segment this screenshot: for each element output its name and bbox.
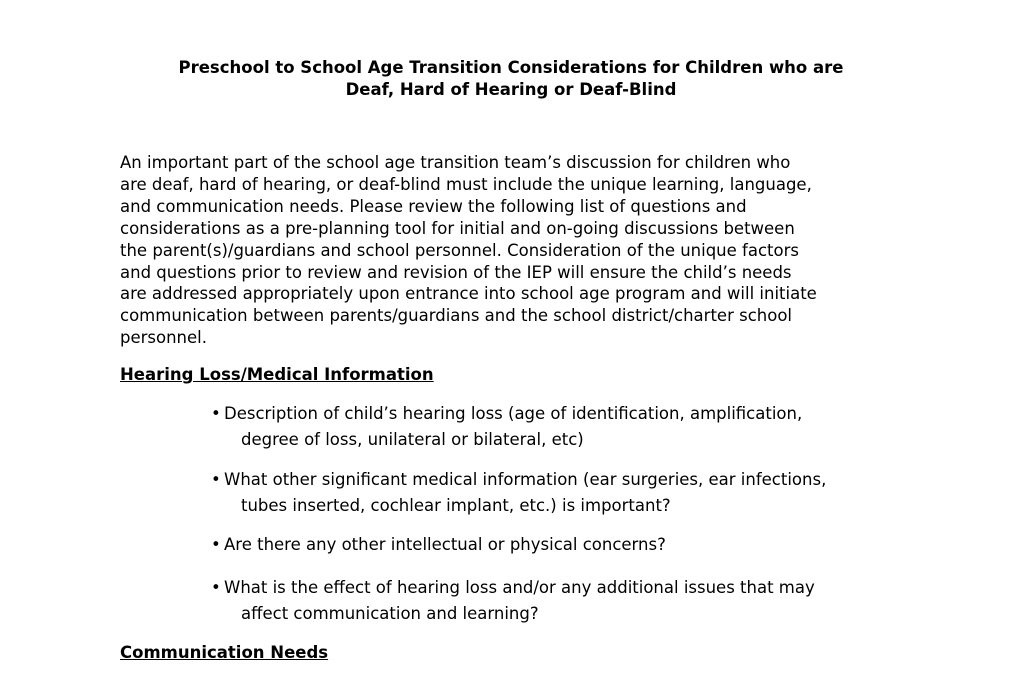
intro-line: personnel. <box>120 328 207 348</box>
bullet-text-continued: degree of loss, unilateral or bilateral, etc) <box>241 430 584 449</box>
intro-line: and questions prior to review and revision of the IEP will ensure the child’s needs <box>120 262 792 282</box>
bullet-item <box>211 532 931 558</box>
intro-line: considerations as a pre-planning tool for initial and on-going discussions between <box>120 218 795 238</box>
bullet-icon: • <box>211 578 221 597</box>
bullet-icon: • <box>211 470 221 489</box>
bullet-icon: • <box>211 535 221 554</box>
bullet-text-continued: tubes inserted, cochlear implant, etc.) is important? <box>241 496 671 515</box>
bullet-text: What is the effect of hearing loss and/or any additional issues that may <box>224 578 815 597</box>
bullet-text-continued: affect communication and learning? <box>241 604 539 623</box>
intro-line: An important part of the school age transition team’s discussion for children who <box>120 153 791 172</box>
intro-line: and communication needs. Please review the following list of questions and <box>120 196 747 216</box>
intro-line: communication between parents/guardians and the school district/charter school <box>120 306 793 326</box>
intro-line: are deaf, hard of hearing, or deaf-blind must include the unique learning, language, <box>120 174 812 194</box>
section-heading-communication-needs: Communication Needs <box>120 643 329 662</box>
document-title <box>0 57 1022 101</box>
section-heading-hearing-loss: Hearing Loss/Medical Information <box>120 365 434 384</box>
bullet-text: What other significant medical information (ear surgeries, ear infections, <box>224 470 827 489</box>
intro-line: the parent(s)/guardians and school personnel. Consideration of the unique factors <box>120 240 799 260</box>
title-line: Deaf, Hard of Hearing or Deaf-Blind <box>345 80 677 99</box>
bullet-text: Description of child’s hearing loss (age of identification, amplification, <box>224 404 803 423</box>
title-line: Preschool to School Age Transition Considerations for Children who are <box>178 58 844 77</box>
bullet-item <box>211 575 931 627</box>
bullet-item <box>211 467 931 519</box>
bullet-icon: • <box>211 404 221 423</box>
bullet-text: Are there any other intellectual or physical concerns? <box>224 535 666 554</box>
bullet-item <box>211 401 931 453</box>
intro-paragraph <box>120 152 920 349</box>
intro-line: are addressed appropriately upon entrance into school age program and will initiate <box>120 284 817 304</box>
